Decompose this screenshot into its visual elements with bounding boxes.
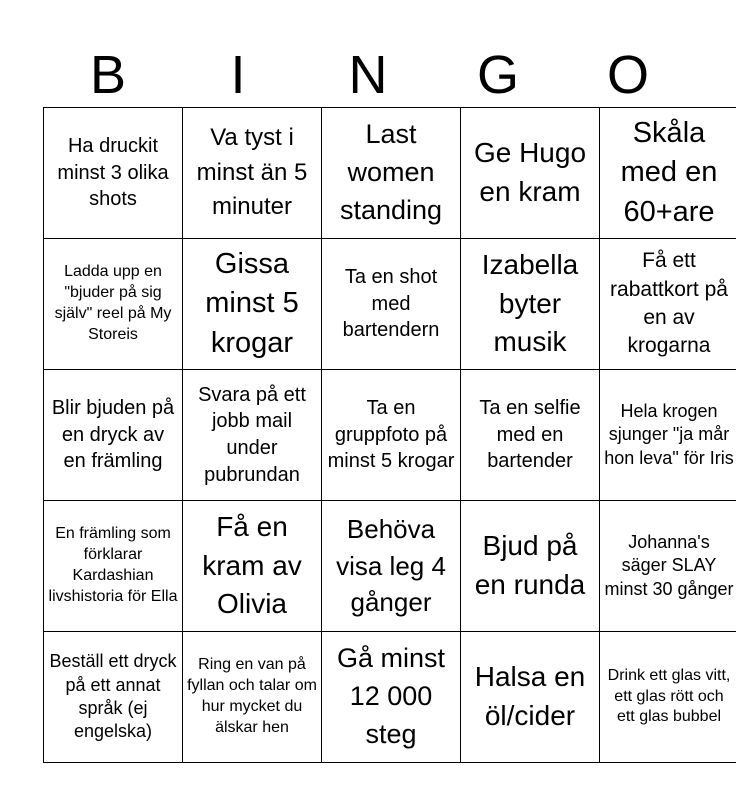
bingo-cell-r2-c2[interactable] [183, 239, 322, 370]
bingo-board [43, 107, 736, 763]
bingo-cell-r4-c5[interactable] [600, 501, 736, 632]
cell-text: Beställ ett dryck på ett annat språk (ej engelska) [49, 651, 177, 742]
board-row-5 [44, 632, 736, 763]
bingo-cell-r1-c4[interactable] [461, 108, 600, 239]
cell-text: Drink ett glas vitt, ett glas rött och ett glas bubbel [607, 666, 731, 726]
board-row-2 [44, 239, 736, 370]
cell-text: Gå minst 12 000 steg [336, 643, 446, 749]
cell-text: Blir bjuden på en dryck av en främling [51, 397, 175, 473]
bingo-cell-r4-c3[interactable] [322, 501, 461, 632]
bingo-cell-r3-c1[interactable] [44, 370, 183, 501]
cell-text: Behöva visa leg 4 gånger [336, 514, 446, 618]
bingo-cell-r2-c5[interactable] [600, 239, 736, 370]
bingo-cell-r1-c5[interactable] [600, 108, 736, 239]
bingo-cell-r2-c1[interactable] [44, 239, 183, 370]
board-row-3 [44, 370, 736, 501]
cell-text: Hela krogen sjunger "ja mår hon leva" för Iris [604, 400, 734, 468]
bingo-cell-r3-c2[interactable] [183, 370, 322, 501]
cell-text: Skåla med en 60+are [620, 117, 718, 228]
cell-text: Ring en van på fyllan och talar om hur mycket du älskar hen [187, 656, 317, 736]
cell-text: Ta en gruppfoto på minst 5 krogar [327, 397, 455, 473]
board-row-4 [44, 501, 736, 632]
cell-text: Ge Hugo en kram [473, 137, 587, 207]
bingo-cell-r1-c1[interactable] [44, 108, 183, 239]
bingo-cell-r5-c2[interactable] [183, 632, 322, 763]
bingo-cell-r1-c2[interactable] [183, 108, 322, 239]
bingo-cell-r5-c3[interactable] [322, 632, 461, 763]
cell-text: Johanna's säger SLAY minst 30 gånger [604, 531, 734, 599]
bingo-cell-r4-c4[interactable] [461, 501, 600, 632]
board-row-1 [44, 108, 736, 239]
bingo-cell-r1-c3[interactable] [322, 108, 461, 239]
cell-text: Få ett rabattkort på en av krogarna [610, 249, 728, 358]
bingo-cell-r2-c4[interactable] [461, 239, 600, 370]
cell-text: Izabella byter musik [481, 249, 579, 358]
cell-text: Ta en selfie med en bartender [479, 397, 581, 473]
cell-text: Ha druckit minst 3 olika shots [57, 135, 169, 211]
bingo-cell-r4-c1[interactable] [44, 501, 183, 632]
bingo-cell-r3-c3[interactable] [322, 370, 461, 501]
header-letter-n: N [348, 45, 388, 105]
cell-text: Va tyst i minst än 5 minuter [196, 123, 308, 221]
cell-text: Halsa en öl/cider [474, 661, 586, 731]
cell-text: Last women standing [339, 119, 443, 225]
bingo-cell-r5-c1[interactable] [44, 632, 183, 763]
cell-text: Ta en shot med bartendern [342, 266, 440, 342]
header-letter-i: I [230, 45, 246, 105]
cell-text: Få en kram av Olivia [202, 511, 302, 620]
cell-text: Svara på ett jobb mail under pubrundan [198, 383, 306, 486]
bingo-cell-r5-c5[interactable] [600, 632, 736, 763]
bingo-cell-r2-c3[interactable] [322, 239, 461, 370]
bingo-cell-r3-c4[interactable] [461, 370, 600, 501]
header-letter-b: B [89, 45, 127, 105]
bingo-header [43, 44, 693, 106]
cell-text: Gissa minst 5 krogar [205, 248, 299, 359]
header-letter-g: G [476, 45, 519, 105]
cell-text: Bjud på en runda [474, 530, 586, 600]
bingo-cell-r4-c2[interactable] [183, 501, 322, 632]
bingo-cell-r5-c4[interactable] [461, 632, 600, 763]
cell-text: Ladda upp en "bjuder på sig själv" reel på My Storeis [54, 263, 172, 343]
header-letter-o: O [606, 45, 649, 105]
bingo-cell-r3-c5[interactable] [600, 370, 736, 501]
cell-text: En främling som förklarar Kardashian livshistoria för Ella [48, 525, 178, 605]
